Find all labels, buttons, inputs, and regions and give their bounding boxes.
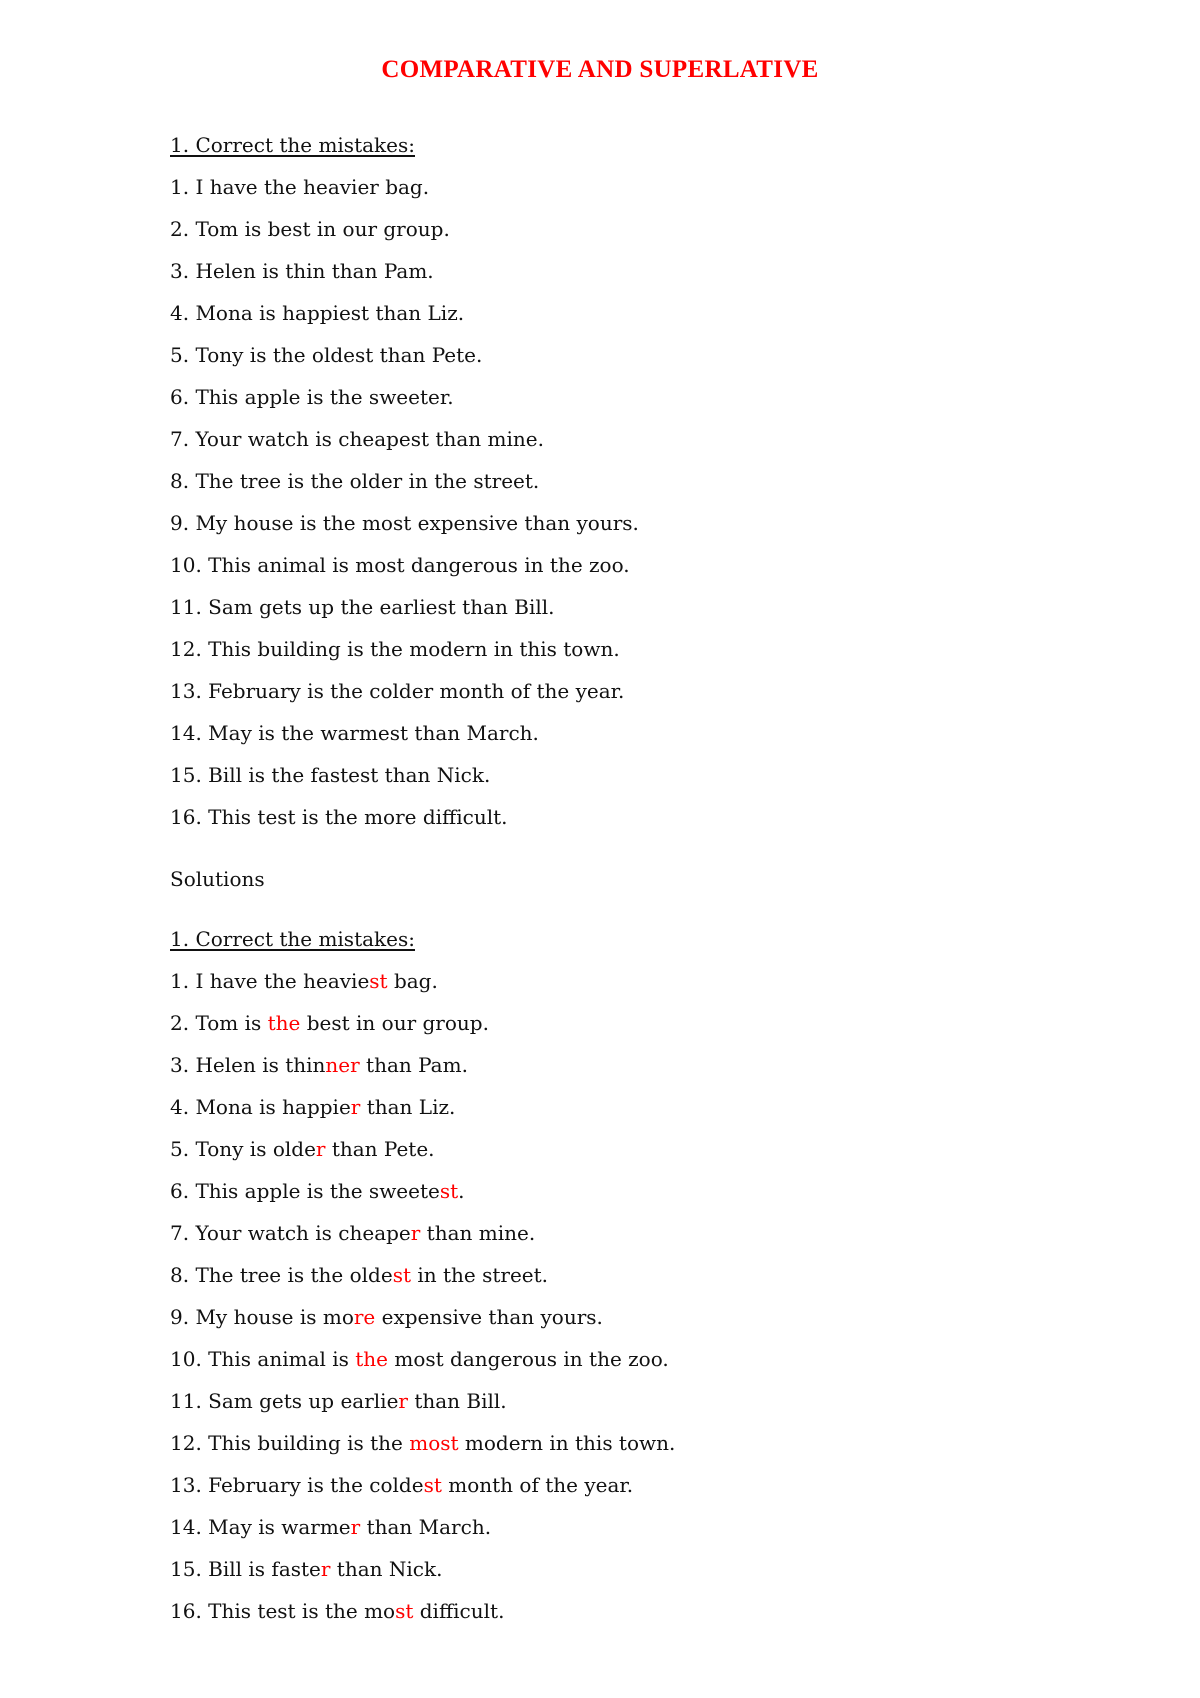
exercise-item: 2. Tom is best in our group. — [170, 217, 450, 241]
correction-highlight: st — [439, 1179, 459, 1203]
solution-text: . — [458, 1179, 465, 1203]
solution-text: 1. I have the heavie — [170, 969, 370, 993]
solution-item — [170, 1178, 1070, 1220]
solution-item — [170, 1346, 1070, 1388]
solution-text: than Bill. — [407, 1389, 507, 1413]
solution-text: month of the year. — [441, 1473, 634, 1497]
page-title: COMPARATIVE AND SUPERLATIVE — [381, 56, 819, 83]
solution-text: 11. Sam gets up earlie — [170, 1389, 399, 1413]
exercise-item: 6. This apple is the sweeter. — [170, 385, 454, 409]
solution-text: 15. Bill is faste — [170, 1557, 321, 1581]
correction-highlight: most — [409, 1431, 459, 1455]
exercise-list — [170, 174, 1070, 846]
exercise-section — [170, 132, 1070, 846]
solution-item — [170, 1094, 1070, 1136]
solution-text: modern in this town. — [458, 1431, 676, 1455]
exercise-item: 9. My house is the most expensive than yours. — [170, 511, 639, 535]
exercise-item: 8. The tree is the older in the street. — [170, 469, 540, 493]
exercise-item: 10. This animal is most dangerous in the zoo. — [170, 553, 630, 577]
correction-highlight: r — [350, 1095, 361, 1119]
solution-text: 9. My house is mo — [170, 1305, 354, 1329]
solution-text: than mine. — [420, 1221, 536, 1245]
correction-highlight: st — [392, 1263, 411, 1287]
correction-highlight: st — [395, 1599, 414, 1623]
solution-text: than Liz. — [360, 1095, 456, 1119]
solution-item — [170, 1556, 1070, 1598]
correction-highlight: re — [353, 1305, 376, 1329]
solutions-label: Solutions — [170, 867, 265, 891]
solution-text: in the street. — [411, 1263, 549, 1287]
exercise-heading: 1. Correct the mistakes: — [170, 133, 415, 157]
solution-text: 16. This test is the mo — [170, 1599, 396, 1623]
solutions-section — [170, 926, 1070, 1640]
correction-highlight: r — [315, 1137, 326, 1161]
correction-highlight: st — [423, 1473, 442, 1497]
exercise-item: 1. I have the heavier bag. — [170, 175, 430, 199]
solution-text: 10. This animal is — [170, 1347, 356, 1371]
exercise-item: 13. February is the colder month of the year. — [170, 679, 625, 703]
solution-item — [170, 1430, 1070, 1472]
correction-highlight: the — [267, 1011, 301, 1035]
solution-item — [170, 1598, 1070, 1640]
solution-item — [170, 1472, 1070, 1514]
correction-highlight: r — [398, 1389, 408, 1413]
solution-text: 5. Tony is olde — [170, 1137, 316, 1161]
solution-text: best in our group. — [300, 1011, 489, 1035]
exercise-item: 5. Tony is the oldest than Pete. — [170, 343, 483, 367]
solution-text: most dangerous in the zoo. — [388, 1347, 669, 1371]
solution-text: 14. May is warme — [170, 1515, 351, 1539]
exercise-item: 16. This test is the more difficult. — [170, 805, 508, 829]
solutions-heading: 1. Correct the mistakes: — [170, 927, 415, 951]
solution-text: 7. Your watch is cheape — [170, 1221, 411, 1245]
exercise-item: 15. Bill is the fastest than Nick. — [170, 763, 491, 787]
exercise-item: 7. Your watch is cheapest than mine. — [170, 427, 544, 451]
solution-item — [170, 1262, 1070, 1304]
solution-text: than March. — [360, 1515, 492, 1539]
correction-highlight: the — [355, 1347, 389, 1371]
solution-item — [170, 1304, 1070, 1346]
solution-text: than Nick. — [330, 1557, 443, 1581]
correction-highlight: r — [320, 1557, 331, 1581]
solution-text: 6. This apple is the sweete — [170, 1179, 440, 1203]
solution-item — [170, 1136, 1070, 1178]
correction-highlight: r — [410, 1221, 421, 1245]
exercise-item: 11. Sam gets up the earliest than Bill. — [170, 595, 555, 619]
solution-text: expensive than yours. — [375, 1305, 603, 1329]
solutions-list — [170, 968, 1070, 1640]
solution-text: 8. The tree is the olde — [170, 1263, 393, 1287]
correction-highlight: st — [369, 969, 388, 993]
solution-item — [170, 968, 1070, 1010]
exercise-item: 12. This building is the modern in this town. — [170, 637, 620, 661]
solution-text: than Pete. — [325, 1137, 435, 1161]
solution-text: 12. This building is the — [170, 1431, 410, 1455]
correction-highlight: ner — [325, 1053, 360, 1077]
solution-item — [170, 1052, 1070, 1094]
solution-text: 4. Mona is happie — [170, 1095, 351, 1119]
solution-text: 13. February is the colde — [170, 1473, 424, 1497]
correction-highlight: r — [350, 1515, 361, 1539]
exercise-item: 3. Helen is thin than Pam. — [170, 259, 434, 283]
solution-item — [170, 1388, 1070, 1430]
solution-item — [170, 1010, 1070, 1052]
solution-text: than Pam. — [359, 1053, 468, 1077]
solution-text: bag. — [387, 969, 438, 993]
solution-text: 3. Helen is thin — [170, 1053, 326, 1077]
solution-text: 2. Tom is — [170, 1011, 268, 1035]
solution-item — [170, 1220, 1070, 1262]
exercise-item: 14. May is the warmest than March. — [170, 721, 539, 745]
solution-text: difficult. — [413, 1599, 505, 1623]
exercise-item: 4. Mona is happiest than Liz. — [170, 301, 465, 325]
solution-item — [170, 1514, 1070, 1556]
